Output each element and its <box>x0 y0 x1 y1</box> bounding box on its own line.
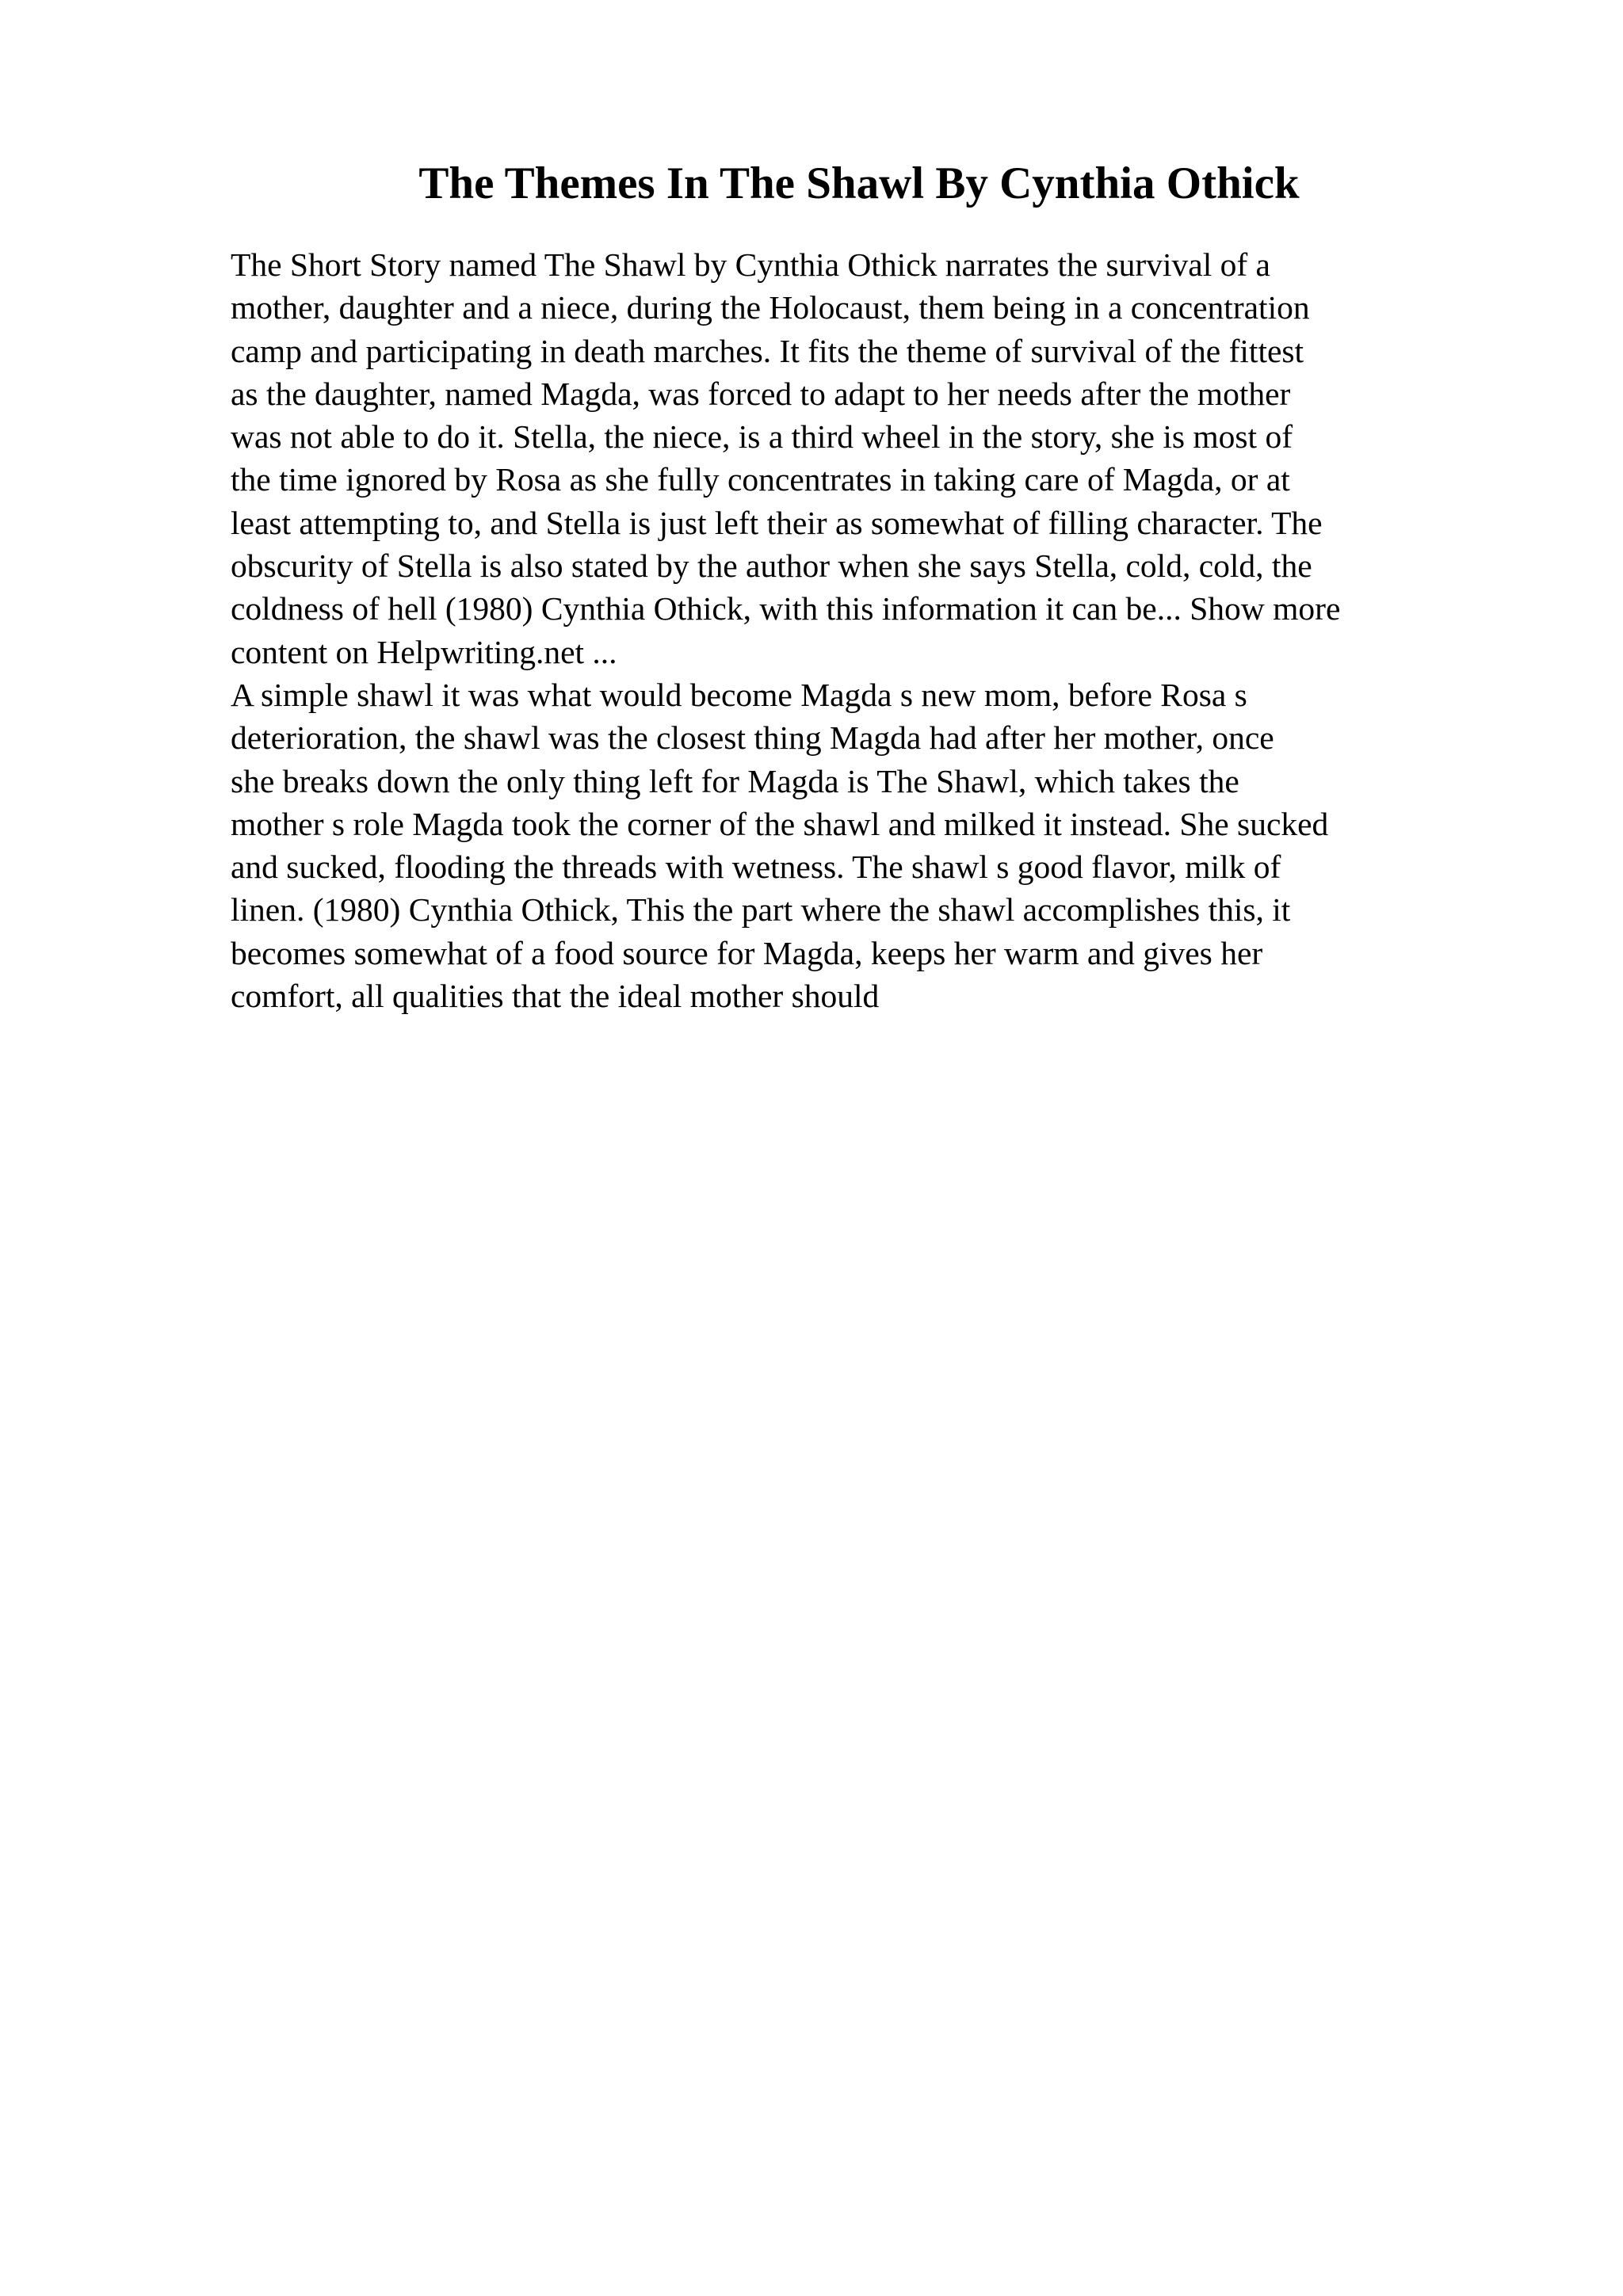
text-line: The Short Story named The Shawl by Cynthia Othick narrates the survival of a <box>231 246 1270 283</box>
text-line: content on Helpwriting.net ... <box>231 633 617 670</box>
text-line: coldness of hell (1980) Cynthia Othick, with this information it can be... Show more <box>231 590 1341 627</box>
text-line: mother, daughter and a niece, during the Holocaust, them being in a concentration <box>231 289 1310 326</box>
text-line: as the daughter, named Magda, was forced to adapt to her needs after the mother <box>231 375 1291 412</box>
document-body <box>231 243 1499 1017</box>
document-title: The Themes In The Shawl By Cynthia Othick <box>418 158 1300 208</box>
text-line: the time ignored by Rosa as she fully concentrates in taking care of Magda, or at <box>231 461 1290 498</box>
text-line: mother s role Magda took the corner of the shawl and milked it instead. She sucked <box>231 805 1329 842</box>
text-line: camp and participating in death marches. It fits the theme of survival of the fittest <box>231 332 1304 369</box>
text-line: she breaks down the only thing left for Magda is The Shawl, which takes the <box>231 762 1239 799</box>
text-line: linen. (1980) Cynthia Othick, This the part where the shawl accomplishes this, it <box>231 891 1291 929</box>
text-line: becomes somewhat of a food source for Magda, keeps her warm and gives her <box>231 934 1263 971</box>
text-line: was not able to do it. Stella, the niece, is a third wheel in the story, she is most of <box>231 418 1293 456</box>
text-line: obscurity of Stella is also stated by the author when she says Stella, cold, cold, the <box>231 547 1312 585</box>
text-line: and sucked, flooding the threads with wetness. The shawl s good flavor, milk of <box>231 849 1281 886</box>
text-line: deterioration, the shawl was the closest thing Magda had after her mother, once <box>231 719 1274 757</box>
paragraph-1 <box>231 243 1499 673</box>
text-line: A simple shawl it was what would become Magda s new mom, before Rosa s <box>231 676 1247 713</box>
paragraph-2 <box>231 673 1499 1017</box>
text-line: comfort, all qualities that the ideal mother should <box>231 978 880 1015</box>
text-line: least attempting to, and Stella is just left their as somewhat of filling character. The <box>231 504 1323 541</box>
